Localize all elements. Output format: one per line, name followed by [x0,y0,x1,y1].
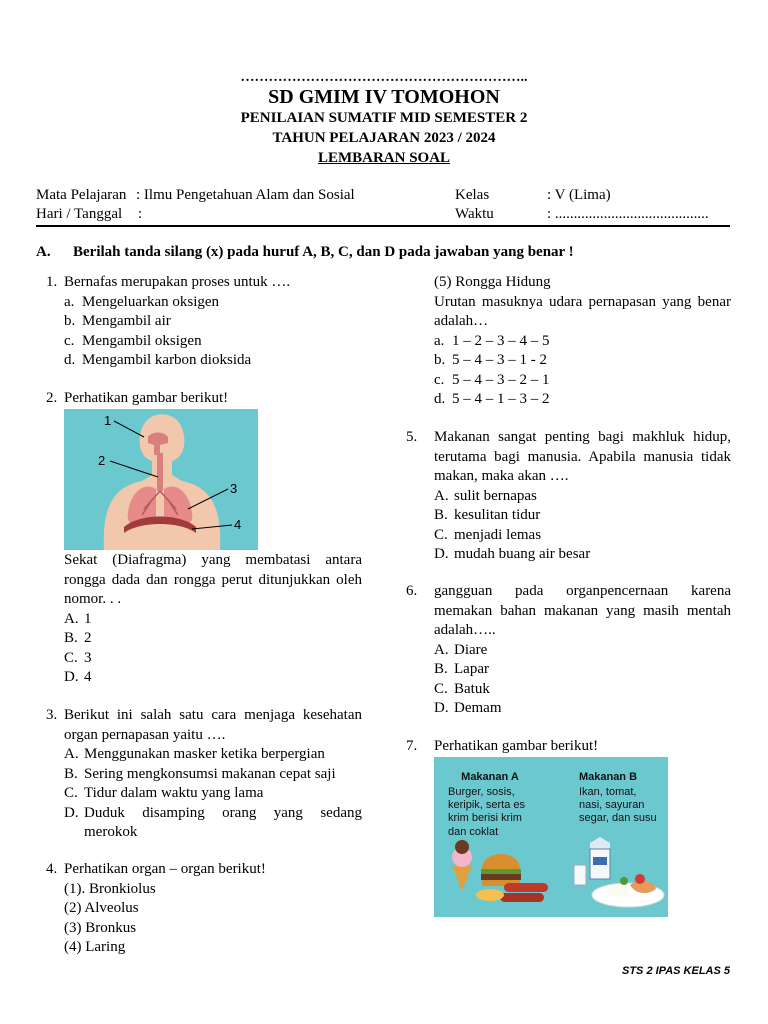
subject-label: Mata Pelajaran [36,187,127,203]
question-number: 7. [406,738,418,754]
option[interactable]: B. kesulitan tidur [434,507,541,523]
option[interactable]: B. 2 [64,630,92,646]
header-divider [36,225,730,227]
option[interactable]: A. Diare [434,641,488,658]
respiratory-system-figure [64,409,258,550]
organ-item: (2) Alveolus [64,900,139,916]
option[interactable]: C. Batuk [434,680,490,697]
food-b-title: Makanan B [578,771,638,783]
question-7: 7. Perhatikan gambar berikut! [406,737,731,757]
label-3: 3 [230,481,238,496]
section-a-instruction [36,244,574,261]
date-value: : [138,206,143,222]
option[interactable]: c. Mengambil oksigen [64,332,202,349]
organ-item: (4) Laring [64,939,126,955]
option[interactable]: a. Mengeluarkan oksigen [64,293,220,310]
subject-value: : Ilmu Pengetahuan Alam dan Sosial [136,187,355,203]
question-5: 5. Makanan sangat penting bagi makhluk hidup, terutama bagi manusia. Apabila manusia tidak makan, maka akan …. A. sulit bernapas B. kesulitan tidur C. menjadi lemas D. mudah buang air besar [406,428,731,565]
school-year: TAHUN PELAJARAN 2023 / 2024 [272,130,496,146]
option[interactable]: b. Mengambil air [64,313,171,329]
label-4: 4 [234,517,242,532]
food-b-line: Ikan, tomat, [579,786,637,798]
exam-title: PENILAIAN SUMATIF MID SEMESTER 2 [240,110,528,126]
question-number: 1. [46,274,58,290]
food-a-line: dan coklat [448,826,499,838]
school-name: SD GMIM IV TOMOHON [268,86,500,108]
option[interactable]: D. 4 [64,669,92,685]
option[interactable]: a. 1 – 2 – 3 – 4 – 5 [434,332,550,349]
section-instruction-text: Berilah tanda silang (x) pada huruf A, B, C, dan D pada jawaban yang benar ! [73,244,574,260]
question-3: 3. Berikut ini salah satu cara menjaga kesehatan organ pernapasan yaitu …. A. Menggunakan masker ketika berpergian B. Sering mengkonsumsi makanan cepat saji C. Tidur dalam waktu yang lama D. Duduk disamping orang yang sedang merokok [46,706,362,843]
class-label: Kelas [455,187,490,203]
trachea [157,453,163,491]
organ-item: (1). Bronkiolus [64,880,156,897]
question-number: 5. [406,429,418,445]
label-1: 1 [104,413,112,428]
option[interactable]: d. Mengambil karbon dioksida [64,352,252,368]
question-number: 2. [46,390,58,406]
question-2 [46,389,362,409]
food-a-title: Makanan A [461,771,519,783]
organ-item: (5) Rongga Hidung [434,274,551,290]
option[interactable]: C. menjadi lemas [434,526,542,543]
food-b-line: segar, dan susu [579,812,657,824]
burger-icon [481,854,521,886]
question-2-stem: Sekat (Diafragma) yang membatasi antara rongga dada dan rongga perut ditunjukkan oleh nomor. . . A. 1 B. 2 C. 3 D. 4 [64,551,362,688]
label-2: 2 [98,453,106,468]
question-6: 6. gangguan pada organpencernaan karena memakan bahan makanan yang masih mentah adalah….. A. Diare B. Lapar C. Batuk D. Demam [406,582,731,719]
food-a-line: keripik, serta es [448,799,526,811]
option[interactable]: C. Tidur dalam waktu yang lama [64,785,264,801]
question-text: Perhatikan gambar berikut! [64,390,229,406]
option[interactable]: D. mudah buang air besar [434,546,591,562]
milk-carton-icon [590,837,610,879]
question-4: 4. Perhatikan organ – organ berikut! (1). Bronkiolus (2) Alveolus (3) Bronkus (4) Laring [46,860,362,958]
option[interactable]: A. sulit bernapas [434,487,537,504]
time-label: Waktu [455,206,494,222]
footer-label: STS 2 IPAS KELAS 5 [622,965,730,977]
date-label: Hari / Tanggal [36,206,123,222]
section-letter: A. [36,244,51,260]
sheet-title: LEMBARAN SOAL [317,150,451,166]
option[interactable]: c. 5 – 4 – 3 – 2 – 1 [434,371,550,388]
organ-item: (3) Bronkus [64,919,137,936]
option[interactable]: B. Sering mengkonsumsi makanan cepat saji [64,765,336,782]
header-dots: …………………………………………………….. [240,70,528,85]
food-a-line: Burger, sosis, [448,786,515,798]
time-value: : ......................................... [547,206,709,222]
food-a-line: krim berisi krim [448,812,522,824]
option[interactable]: B. Lapar [434,661,489,677]
option[interactable]: b. 5 – 4 – 3 – 1 - 2 [434,352,547,368]
milk-glass-icon [574,865,586,885]
question-number: 4. [46,861,58,877]
question-text: Bernafas merupakan proses untuk …. [64,274,291,290]
question-4-continued: (5) Rongga Hidung Urutan masuknya udara pernapasan yang benar adalah… a. 1 – 2 – 3 – 4 – 5 b. 5 – 4 – 3 – 1 - 2 c. 5 – 4 – 3 – 2 – 1 d. 5 – 4 – 1 – 3 – 2 [434,273,731,410]
food-b-line: nasi, sayuran [579,799,645,811]
question-number: 3. [46,707,58,723]
class-value: : V (Lima) [547,187,611,203]
question-number: 6. [406,583,418,599]
option[interactable]: D. Demam [434,700,502,716]
food-comparison-figure [434,757,668,917]
question-1 [46,273,362,371]
option[interactable]: A. Menggunakan masker ketika berpergian [64,746,325,762]
chips-icon [476,889,504,901]
option[interactable]: C. 3 [64,649,92,666]
option[interactable]: D. Duduk disamping orang yang sedang merokok [64,804,362,840]
option[interactable]: A. 1 [64,610,92,627]
option[interactable]: d. 5 – 4 – 1 – 3 – 2 [434,391,550,407]
